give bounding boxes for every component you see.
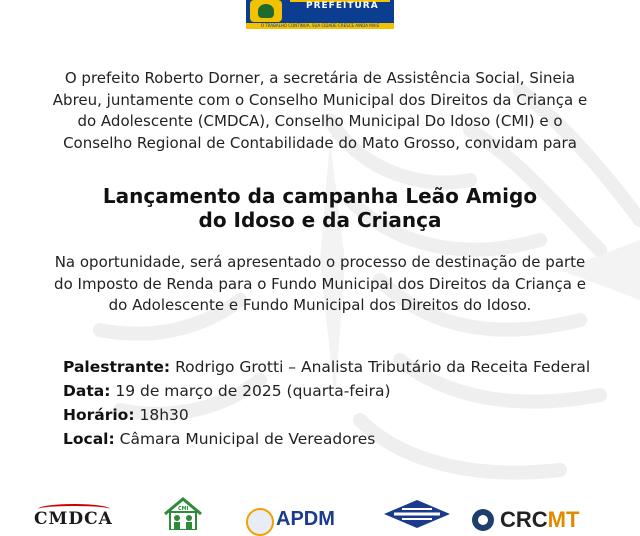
receita-federal-logo (382, 498, 452, 530)
event-title-line1: Lançamento da campanha Leão Amigo (102, 184, 538, 208)
detail-label: Horário: (63, 406, 135, 424)
event-title (60, 184, 580, 232)
prefeitura-logo (246, 0, 394, 29)
crc-mt-logo (472, 505, 604, 530)
detail-location (63, 427, 623, 451)
crest-icon (250, 0, 282, 22)
logo-word: PREFEITURA (306, 1, 379, 11)
detail-value: Rodrigo Grotti – Analista Tributário da Receita Federal (175, 358, 591, 376)
detail-label: Local: (63, 430, 115, 448)
detail-date (63, 379, 623, 403)
intro-paragraph: O prefeito Roberto Dorner, a secretária de Assistência Social, Sineia Abreu, juntamente com o Conselho Municipal dos Direitos da Criança e do Adolescente (CMDCA), Conselho Municipal Do Idoso (CMI) e o Conselho Regional de Contabilidade do Mato Grosso, convidam para (52, 69, 588, 152)
cmi-logo-text: CMI (178, 506, 189, 512)
event-details (63, 355, 623, 451)
cmi-logo (162, 496, 204, 530)
detail-label: Palestrante: (63, 358, 171, 376)
description-paragraph: Na oportunidade, será apresentado o processo de destinação de parte do Imposto de Renda para o Fundo Municipal dos Direitos da Criança e do Adolescente e Fundo Municipal dos Direitos do Idoso. (54, 253, 586, 314)
detail-time (63, 403, 623, 427)
detail-value: 19 de março de 2025 (quarta-feira) (115, 382, 391, 400)
cmdca-logo (34, 500, 120, 530)
detail-value: Câmara Municipal de Vereadores (119, 430, 376, 448)
logo-slogan: O TRABALHO CONTINUA, SUA CIDADE CRESCE AINDA MAIS (246, 23, 394, 29)
detail-label: Data: (63, 382, 111, 400)
apdm-emblem-icon (246, 508, 274, 536)
detail-value: 18h30 (139, 406, 189, 424)
house-icon (162, 496, 204, 530)
crc-state-text: MT (547, 507, 580, 532)
receita-federal-icon (382, 498, 452, 530)
apdm-logo (246, 504, 366, 530)
crc-logo-text (500, 507, 579, 533)
event-title-line2: do Idoso e da Criança (198, 208, 442, 232)
crc-emblem-icon (472, 509, 494, 531)
cmdca-logo-text: CMDCA (34, 509, 113, 529)
detail-speaker (63, 355, 623, 379)
crc-text: CRC (500, 507, 548, 532)
apdm-logo-text: APDM (276, 508, 335, 530)
